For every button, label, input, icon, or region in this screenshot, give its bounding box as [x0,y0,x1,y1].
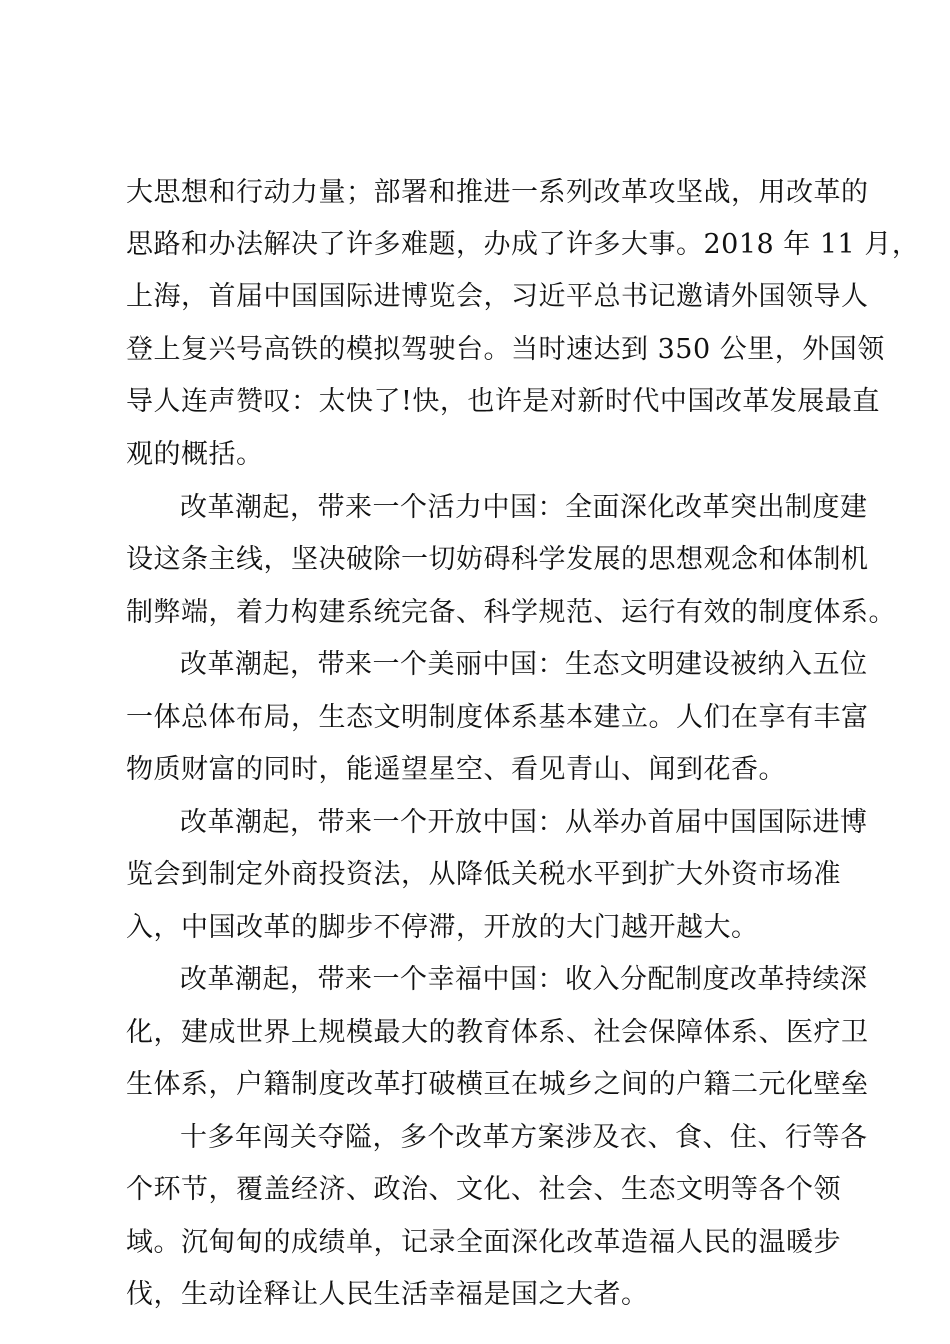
paragraph-first-line: 改革潮起，带来一个活力中国：全面深化改革突出制度建 [180,492,868,523]
text-line: 上海，首届中国国际进博览会，习近平总书记邀请外国领导人 [126,281,869,312]
text-line: 设这条主线，坚决破除一切妨碍科学发展的思想观念和体制机 [126,544,869,575]
text-line: 思路和办法解决了许多难题，办成了许多大事。2018 年 11 月， [126,229,920,260]
text-line: 大思想和行动力量；部署和推进一系列改革攻坚战，用改革的 [126,177,869,208]
text-line: 一体总体布局，生态文明制度体系基本建立。人们在享有丰富 [126,702,869,733]
paragraph-first-line: 改革潮起，带来一个开放中国：从举办首届中国国际进博 [180,807,868,838]
paragraph-first-line: 改革潮起，带来一个幸福中国：收入分配制度改革持续深 [180,964,868,995]
text-line: 个环节，覆盖经济、政治、文化、社会、生态文明等各个领 [126,1174,841,1205]
text-line: 化，建成世界上规模最大的教育体系、社会保障体系、医疗卫 [126,1017,869,1048]
text-line: 制弊端，着力构建系统完备、科学规范、运行有效的制度体系。 [126,597,896,628]
text-line: 生体系，户籍制度改革打破横亘在城乡之间的户籍二元化壁垒 [126,1069,869,1100]
text-line: 伐，生动诠释让人民生活幸福是国之大者。 [126,1279,649,1310]
text-line: 入，中国改革的脚步不停滞，开放的大门越开越大。 [126,912,759,943]
text-line: 物质财富的同时，能遥望星空、看见青山、闻到花香。 [126,754,786,785]
paragraph-first-line: 改革潮起，带来一个美丽中国：生态文明建设被纳入五位 [180,649,868,680]
paragraph-first-line: 十多年闯关夺隘，多个改革方案涉及衣、食、住、行等各 [180,1122,868,1153]
text-line: 观的概括。 [126,439,264,470]
text-line: 导人连声赞叹：太快了!快，也许是对新时代中国改革发展最直 [126,386,880,417]
text-line: 登上复兴号高铁的模拟驾驶台。当时速达到 350 公里，外国领 [126,334,885,365]
text-line: 域。沉甸甸的成绩单，记录全面深化改革造福人民的温暖步 [126,1227,841,1258]
text-line: 览会到制定外商投资法，从降低关税水平到扩大外资市场准 [126,859,841,890]
